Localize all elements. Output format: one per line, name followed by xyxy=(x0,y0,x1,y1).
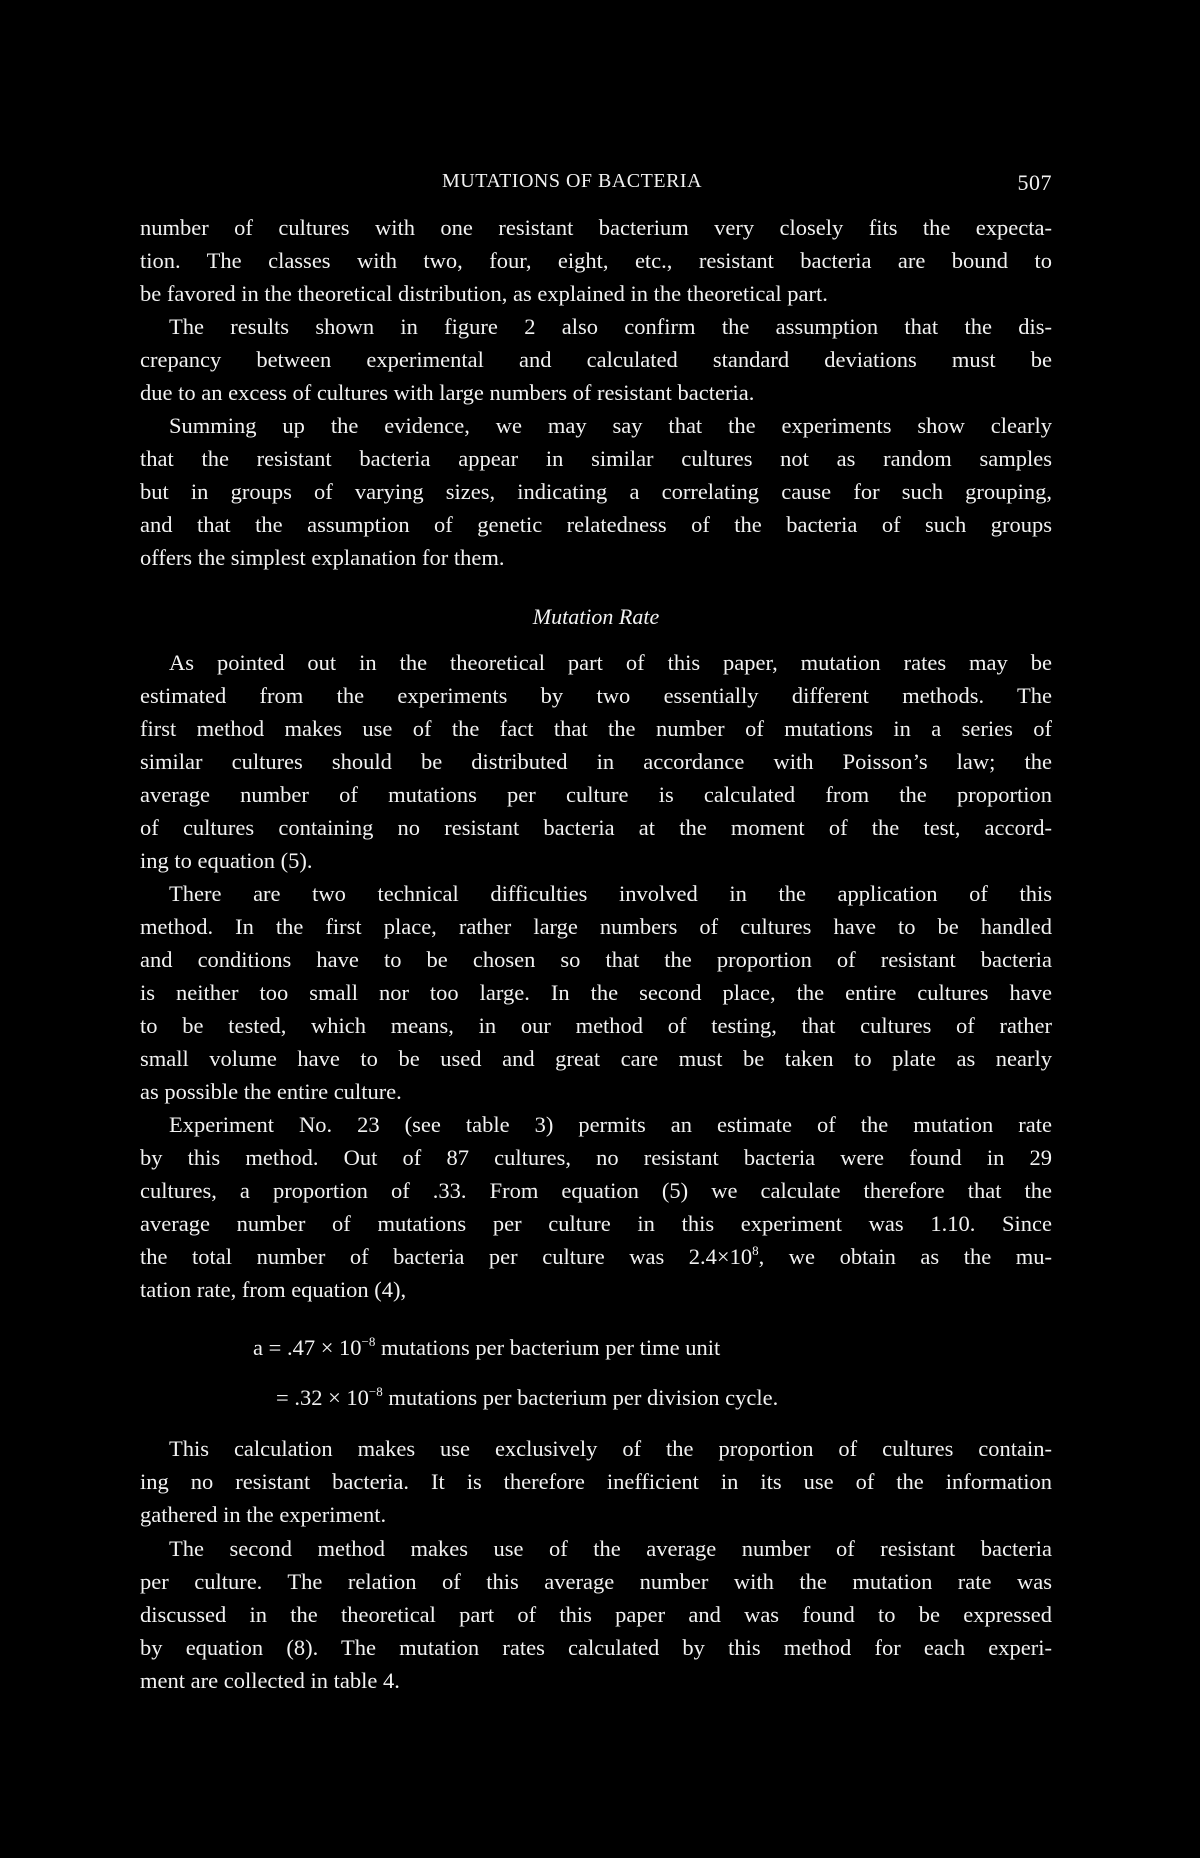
text-line: offers the simplest explanation for them. xyxy=(140,545,505,570)
text-fragment: , we obtain as the mu- xyxy=(758,1244,1052,1269)
text-line: first method makes use of the fact that the number of mutations in a series of xyxy=(140,716,1052,741)
equation-line xyxy=(276,1381,778,1414)
text-line: that the resistant bacteria appear in similar cultures not as random samples xyxy=(140,446,1052,471)
text-line: of cultures containing no resistant bacteria at the moment of the test, accord- xyxy=(140,815,1052,840)
equation-line xyxy=(253,1331,720,1364)
text-line: due to an excess of cultures with large numbers of resistant bacteria. xyxy=(140,380,755,405)
power-base: 10 xyxy=(339,1335,362,1360)
text-line: Summing up the evidence, we may say that the experiments show clearly xyxy=(169,413,1052,438)
text-line: cultures, a proportion of .33. From equation (5) we calculate therefore that the xyxy=(140,1178,1052,1203)
equation-text: mutations per bacterium per division cycle. xyxy=(388,1385,779,1410)
text-line: The second method makes use of the average number of resistant bacteria xyxy=(169,1536,1052,1561)
coefficient: .47 xyxy=(286,1335,316,1360)
text-line: ment are collected in table 4. xyxy=(140,1668,400,1693)
exponent: −8 xyxy=(368,1384,383,1399)
page-number: 507 xyxy=(1017,170,1052,195)
text-line: ing no resistant bacteria. It is therefore inefficient in its use of the information xyxy=(140,1469,1052,1494)
text-line: This calculation makes use exclusively of the proportion of cultures contain- xyxy=(169,1436,1052,1461)
text-line: discussed in the theoretical part of this paper and was found to be expressed xyxy=(140,1602,1052,1627)
equals-sign: = xyxy=(268,1335,282,1360)
equation-text: mutations per bacterium per time unit xyxy=(381,1335,721,1360)
text-line: and that the assumption of genetic relatedness of the bacteria of such groups xyxy=(140,512,1052,537)
text-line: and conditions have to be chosen so that the proportion of resistant bacteria xyxy=(140,947,1052,972)
times-sign: × xyxy=(328,1385,341,1410)
text-line: average number of mutations per culture in this experiment was 1.10. Since xyxy=(140,1211,1052,1236)
text-line: There are two technical difficulties involved in the application of this xyxy=(169,881,1052,906)
text-line: to be tested, which means, in our method of testing, that cultures of rather xyxy=(140,1013,1052,1038)
text-line: per culture. The relation of this average number with the mutation rate was xyxy=(140,1569,1052,1594)
text-line xyxy=(140,1240,1052,1273)
text-line: number of cultures with one resistant bacterium very closely fits the expecta- xyxy=(140,215,1052,240)
text-line: tation rate, from equation (4), xyxy=(140,1277,407,1302)
page-header xyxy=(140,170,1052,198)
text-line: is neither too small nor too large. In the second place, the entire cultures have xyxy=(140,980,1052,1005)
text-line: As pointed out in the theoretical part of this paper, mutation rates may be xyxy=(169,650,1052,675)
text-line: by equation (8). The mutation rates calculated by this method for each experi- xyxy=(140,1635,1052,1660)
text-line: tion. The classes with two, four, eight, etc., resistant bacteria are bound to xyxy=(140,248,1052,273)
coefficient: .32 xyxy=(294,1385,323,1410)
text-line: by this method. Out of 87 cultures, no resistant bacteria were found in 29 xyxy=(140,1145,1052,1170)
times-sign: × xyxy=(320,1335,334,1360)
superscript: 8 xyxy=(752,1243,759,1258)
text-line: gathered in the experiment. xyxy=(140,1502,387,1527)
section-heading: Mutation Rate xyxy=(532,604,660,629)
text-line: similar cultures should be distributed in accordance with Poisson’s law; the xyxy=(140,749,1052,774)
text-line: crepancy between experimental and calculated standard deviations must be xyxy=(140,347,1052,372)
text-fragment: the total number of bacteria per culture was 2.4×10 xyxy=(140,1244,753,1269)
equation-lhs: a xyxy=(253,1335,263,1360)
text-line: estimated from the experiments by two essentially different methods. The xyxy=(140,683,1052,708)
exponent: −8 xyxy=(361,1334,376,1349)
text-line: be favored in the theoretical distribution, as explained in the theoretical part. xyxy=(140,281,828,306)
text-line: The results shown in figure 2 also confirm the assumption that the dis- xyxy=(169,314,1052,339)
text-line: but in groups of varying sizes, indicating a correlating cause for such grouping, xyxy=(140,479,1052,504)
equals-sign: = xyxy=(276,1385,289,1410)
text-line: as possible the entire culture. xyxy=(140,1079,402,1104)
text-line: ing to equation (5). xyxy=(140,848,313,873)
text-line: Experiment No. 23 (see table 3) permits an estimate of the mutation rate xyxy=(169,1112,1052,1137)
text-line: average number of mutations per culture is calculated from the proportion xyxy=(140,782,1052,807)
power-base: 10 xyxy=(346,1385,369,1410)
text-line: method. In the first place, rather large numbers of cultures have to be handled xyxy=(140,914,1052,939)
text-line: small volume have to be used and great care must be taken to plate as nearly xyxy=(140,1046,1052,1071)
running-title: MUTATIONS OF BACTERIA xyxy=(442,170,703,192)
